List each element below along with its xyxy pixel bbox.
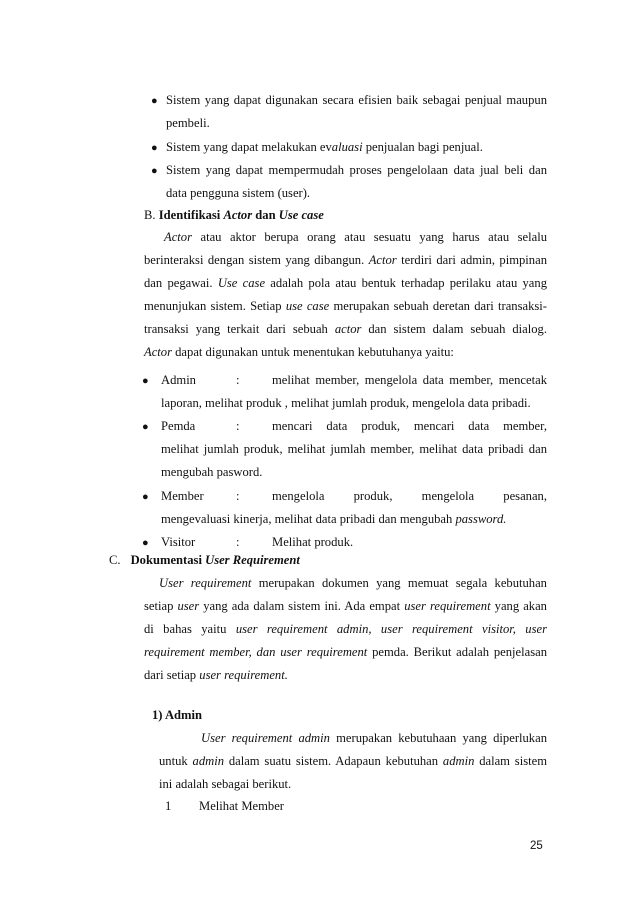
subsection-heading: 1) Admin — [152, 708, 203, 722]
bullet-line: Sistem yang dapat digunakan secara efisien baik sebagai penjual maupun — [166, 93, 547, 107]
italic-run: user — [177, 599, 200, 613]
text-run: yang akan — [490, 599, 547, 613]
actor-desc: melihat jumlah produk, melihat jumlah member, melihat data pribadi dan — [161, 442, 547, 456]
text-run: dan pegawai. — [144, 276, 218, 290]
italic-run: actor — [334, 322, 362, 336]
paragraph-line — [144, 599, 547, 614]
text-run: dalam suatu sistem. Adapaun kebutuhan — [224, 754, 443, 768]
bullet-icon: ● — [142, 537, 149, 549]
actor-name: Pemda — [161, 419, 196, 433]
list-item-text: Melihat Member — [199, 799, 284, 813]
italic-run: user requirement — [404, 599, 491, 613]
text-run: berinteraksi dengan sistem yang dibangun. — [144, 253, 369, 267]
italic-run: Actor — [368, 253, 397, 267]
text-run: menunjukan sistem. Setiap — [144, 299, 286, 313]
italic-run: use case — [285, 299, 330, 313]
text-run: yang ada dalam sistem ini. Ada empat — [199, 599, 405, 613]
paragraph-line — [144, 645, 547, 660]
text-run: dan sistem dalam sebuah dialog. — [361, 322, 547, 336]
text-run: adalah pola atau bentuk terhadap perilaku atau yang — [265, 276, 547, 290]
paragraph-line — [201, 731, 547, 746]
paragraph-line — [144, 276, 547, 291]
bullet-line: Sistem yang dapat melakukan evaluasi penjualan bagi penjual. — [166, 140, 483, 154]
paragraph-line — [159, 754, 547, 769]
bullet-line: Sistem yang dapat mempermudah proses pengelolaan data jual beli dan — [166, 163, 547, 177]
bullet-icon: ● — [151, 142, 158, 154]
paragraph-line — [159, 777, 291, 792]
bullet-icon: ● — [151, 165, 158, 177]
italic-run: User requirement — [159, 576, 252, 590]
text-run: dapat digunakan untuk menentukan kebutuhanya yaitu: — [171, 345, 454, 359]
actor-desc: mencari data produk, mencari data member, — [272, 419, 547, 433]
actor-desc: melihat member, mengelola data member, mencetak — [272, 373, 547, 387]
text-run: pemda. Berikut adalah penjelasan — [367, 645, 547, 659]
paragraph-line — [164, 230, 547, 245]
text-run: atau aktor berupa orang atau sesuatu yang harus atau selalu — [191, 230, 547, 244]
actor-separator: : — [236, 535, 240, 549]
actor-separator: : — [236, 489, 240, 503]
text-run: dari setiap — [144, 668, 200, 682]
text-run: merupakan sebuah deretan dari transaksi- — [329, 299, 547, 313]
page-number: 25 — [530, 840, 543, 852]
actor-separator: : — [236, 373, 240, 387]
paragraph-line — [144, 322, 547, 337]
italic-run: User requirement admin — [201, 731, 330, 745]
paragraph-line — [144, 622, 547, 637]
actor-desc: laporan, melihat produk , melihat jumlah produk, mengelola data pribadi. — [161, 396, 531, 410]
italic-run: Actor — [164, 230, 192, 244]
actor-desc: mengubah pasword. — [161, 465, 263, 479]
italic-run: admin — [442, 754, 475, 768]
text-run: setiap — [144, 599, 178, 613]
section-heading: C. Dokumentasi User Requirement — [109, 553, 300, 567]
text-run: transaksi yang terkait dari sebuah — [144, 322, 335, 336]
text-run: merupakan dokumen yang memuat segala kebutuhan — [251, 576, 547, 590]
italic-run: requirement member, dan user requirement — [144, 645, 368, 659]
bullet-line: data pengguna sistem (user). — [166, 186, 311, 200]
actor-desc: Melihat produk. — [272, 535, 354, 549]
actor-name: Member — [161, 489, 204, 503]
actor-desc: mengevaluasi kinerja, melihat data pribadi dan mengubah password. — [161, 512, 507, 526]
actor-name: Admin — [161, 373, 196, 387]
paragraph-line — [144, 668, 288, 683]
paragraph-line — [144, 253, 547, 268]
italic-run: user requirement admin, user requirement visitor, user — [235, 622, 547, 636]
text-run: terdiri dari admin, pimpinan — [396, 253, 547, 267]
list-item-number: 1 — [165, 799, 172, 813]
bullet-line: pembeli. — [166, 116, 210, 130]
text-run: merupakan kebutuhaan yang diperlukan — [329, 731, 547, 745]
italic-run: Actor — [144, 345, 172, 359]
italic-run: Use case — [217, 276, 266, 290]
paragraph-line — [159, 576, 547, 591]
bullet-icon: ● — [142, 491, 149, 503]
bullet-icon: ● — [151, 95, 158, 107]
bullet-icon: ● — [142, 375, 149, 387]
text-run: untuk — [159, 754, 193, 768]
actor-name: Visitor — [161, 535, 196, 549]
italic-run: admin — [192, 754, 224, 768]
actor-desc: mengelola produk, mengelola pesanan, — [272, 489, 547, 503]
section-heading: B. Identifikasi Actor dan Use case — [144, 208, 324, 222]
italic-run: user requirement. — [199, 668, 288, 682]
text-run: dalam sistem — [474, 754, 547, 768]
text-run: di bahas yaitu — [144, 622, 236, 636]
paragraph-line — [144, 345, 454, 360]
paragraph-line — [144, 299, 547, 314]
actor-separator: : — [236, 419, 240, 433]
bullet-icon: ● — [142, 421, 149, 433]
text-run: ini adalah sebagai berikut. — [159, 777, 292, 791]
